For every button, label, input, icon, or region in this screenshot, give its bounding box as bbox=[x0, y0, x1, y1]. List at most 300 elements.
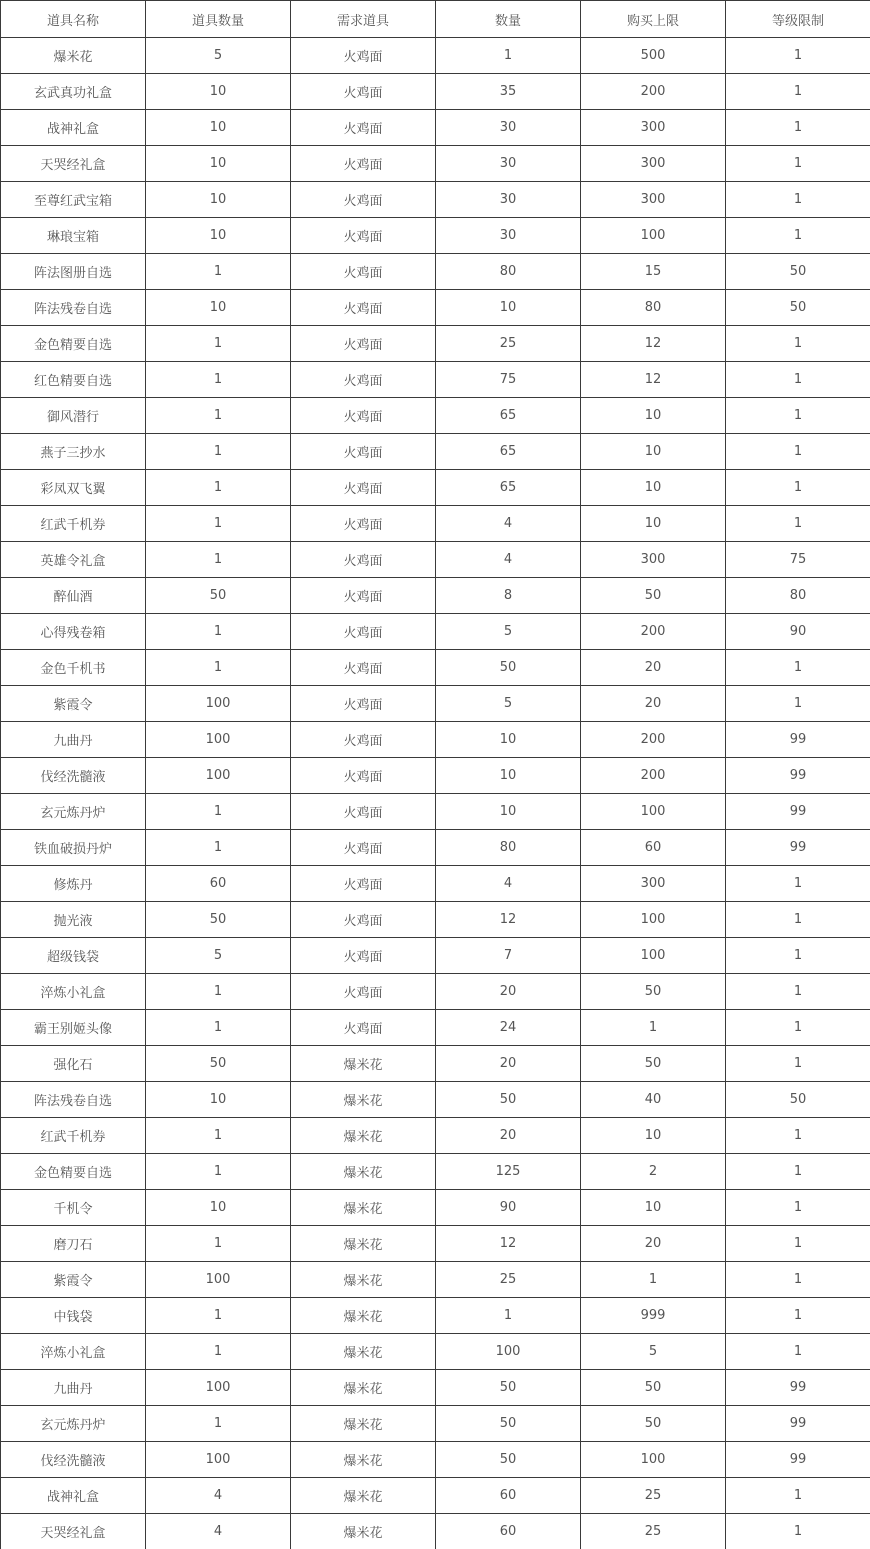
cell-required-quantity: 30 bbox=[436, 110, 581, 146]
cell-required-item: 爆米花 bbox=[291, 1154, 436, 1190]
cell-required-quantity: 65 bbox=[436, 470, 581, 506]
cell-purchase-limit: 1 bbox=[581, 1010, 726, 1046]
cell-level-limit: 50 bbox=[726, 290, 870, 326]
cell-required-quantity: 125 bbox=[436, 1154, 581, 1190]
cell-purchase-limit: 10 bbox=[581, 1190, 726, 1226]
cell-required-item: 火鸡面 bbox=[291, 74, 436, 110]
cell-required-item: 爆米花 bbox=[291, 1118, 436, 1154]
table-row bbox=[1, 830, 870, 866]
cell-level-limit: 50 bbox=[726, 254, 870, 290]
table-row bbox=[1, 1298, 870, 1334]
table-row bbox=[1, 470, 870, 506]
cell-purchase-limit: 300 bbox=[581, 146, 726, 182]
cell-item-name: 铁血破损丹炉 bbox=[1, 830, 146, 866]
cell-level-limit: 1 bbox=[726, 470, 870, 506]
table-row bbox=[1, 290, 870, 326]
table-row bbox=[1, 1010, 870, 1046]
cell-required-item: 火鸡面 bbox=[291, 614, 436, 650]
cell-item-quantity: 1 bbox=[146, 362, 291, 398]
cell-item-name: 爆米花 bbox=[1, 38, 146, 74]
cell-purchase-limit: 1 bbox=[581, 1262, 726, 1298]
cell-required-item: 火鸡面 bbox=[291, 1010, 436, 1046]
cell-level-limit: 1 bbox=[726, 1226, 870, 1262]
cell-level-limit: 75 bbox=[726, 542, 870, 578]
cell-required-quantity: 60 bbox=[436, 1478, 581, 1514]
cell-required-item: 火鸡面 bbox=[291, 866, 436, 902]
cell-purchase-limit: 100 bbox=[581, 902, 726, 938]
cell-purchase-limit: 300 bbox=[581, 542, 726, 578]
cell-required-quantity: 30 bbox=[436, 218, 581, 254]
cell-required-item: 爆米花 bbox=[291, 1226, 436, 1262]
cell-item-quantity: 4 bbox=[146, 1514, 291, 1549]
cell-item-name: 玄武真功礼盒 bbox=[1, 74, 146, 110]
header-level-limit: 等级限制 bbox=[726, 1, 870, 38]
cell-item-quantity: 10 bbox=[146, 110, 291, 146]
table-row bbox=[1, 902, 870, 938]
cell-level-limit: 1 bbox=[726, 38, 870, 74]
cell-purchase-limit: 300 bbox=[581, 110, 726, 146]
cell-level-limit: 99 bbox=[726, 1370, 870, 1406]
cell-item-quantity: 50 bbox=[146, 1046, 291, 1082]
cell-required-quantity: 80 bbox=[436, 830, 581, 866]
table-row bbox=[1, 974, 870, 1010]
cell-level-limit: 1 bbox=[726, 1262, 870, 1298]
cell-required-quantity: 50 bbox=[436, 1406, 581, 1442]
table-row bbox=[1, 1478, 870, 1514]
cell-level-limit: 80 bbox=[726, 578, 870, 614]
cell-required-quantity: 12 bbox=[436, 902, 581, 938]
cell-level-limit: 1 bbox=[726, 650, 870, 686]
table-body bbox=[1, 38, 870, 1549]
table-row bbox=[1, 146, 870, 182]
cell-item-quantity: 10 bbox=[146, 74, 291, 110]
cell-required-item: 火鸡面 bbox=[291, 578, 436, 614]
cell-level-limit: 1 bbox=[726, 1118, 870, 1154]
cell-item-quantity: 5 bbox=[146, 938, 291, 974]
table-row bbox=[1, 1190, 870, 1226]
cell-required-item: 爆米花 bbox=[291, 1334, 436, 1370]
cell-purchase-limit: 10 bbox=[581, 434, 726, 470]
cell-level-limit: 1 bbox=[726, 1514, 870, 1549]
cell-purchase-limit: 10 bbox=[581, 506, 726, 542]
cell-level-limit: 1 bbox=[726, 218, 870, 254]
cell-item-name: 伐经洗髓液 bbox=[1, 758, 146, 794]
cell-required-item: 火鸡面 bbox=[291, 326, 436, 362]
cell-level-limit: 1 bbox=[726, 326, 870, 362]
cell-item-quantity: 1 bbox=[146, 254, 291, 290]
cell-purchase-limit: 12 bbox=[581, 326, 726, 362]
cell-item-quantity: 60 bbox=[146, 866, 291, 902]
cell-item-quantity: 1 bbox=[146, 470, 291, 506]
cell-level-limit: 1 bbox=[726, 902, 870, 938]
cell-required-item: 火鸡面 bbox=[291, 974, 436, 1010]
cell-purchase-limit: 20 bbox=[581, 650, 726, 686]
cell-level-limit: 1 bbox=[726, 866, 870, 902]
table-row bbox=[1, 1370, 870, 1406]
cell-required-quantity: 4 bbox=[436, 542, 581, 578]
cell-item-name: 至尊红武宝箱 bbox=[1, 182, 146, 218]
cell-required-quantity: 50 bbox=[436, 1370, 581, 1406]
cell-purchase-limit: 100 bbox=[581, 794, 726, 830]
cell-level-limit: 1 bbox=[726, 506, 870, 542]
cell-required-item: 火鸡面 bbox=[291, 290, 436, 326]
cell-required-item: 爆米花 bbox=[291, 1514, 436, 1549]
header-required-item: 需求道具 bbox=[291, 1, 436, 38]
cell-item-quantity: 1 bbox=[146, 614, 291, 650]
cell-required-quantity: 80 bbox=[436, 254, 581, 290]
table-row bbox=[1, 398, 870, 434]
cell-level-limit: 1 bbox=[726, 74, 870, 110]
cell-purchase-limit: 100 bbox=[581, 1442, 726, 1478]
table-row bbox=[1, 1262, 870, 1298]
table-row bbox=[1, 182, 870, 218]
cell-item-name: 红武千机券 bbox=[1, 506, 146, 542]
cell-item-name: 紫霞令 bbox=[1, 686, 146, 722]
cell-item-quantity: 5 bbox=[146, 38, 291, 74]
cell-purchase-limit: 20 bbox=[581, 1226, 726, 1262]
cell-required-item: 火鸡面 bbox=[291, 902, 436, 938]
table-row bbox=[1, 650, 870, 686]
table-row bbox=[1, 110, 870, 146]
cell-level-limit: 99 bbox=[726, 830, 870, 866]
cell-level-limit: 1 bbox=[726, 434, 870, 470]
cell-purchase-limit: 200 bbox=[581, 758, 726, 794]
cell-item-name: 抛光液 bbox=[1, 902, 146, 938]
cell-required-quantity: 25 bbox=[436, 326, 581, 362]
cell-required-item: 爆米花 bbox=[291, 1262, 436, 1298]
cell-level-limit: 1 bbox=[726, 686, 870, 722]
cell-item-name: 磨刀石 bbox=[1, 1226, 146, 1262]
cell-required-quantity: 24 bbox=[436, 1010, 581, 1046]
cell-item-quantity: 1 bbox=[146, 1010, 291, 1046]
cell-item-name: 九曲丹 bbox=[1, 1370, 146, 1406]
table-row bbox=[1, 1118, 870, 1154]
cell-item-quantity: 100 bbox=[146, 1262, 291, 1298]
cell-item-quantity: 1 bbox=[146, 398, 291, 434]
cell-purchase-limit: 300 bbox=[581, 182, 726, 218]
cell-item-name: 金色精要自选 bbox=[1, 326, 146, 362]
cell-required-item: 爆米花 bbox=[291, 1370, 436, 1406]
table-row bbox=[1, 866, 870, 902]
cell-item-quantity: 1 bbox=[146, 326, 291, 362]
cell-item-quantity: 1 bbox=[146, 830, 291, 866]
cell-required-quantity: 10 bbox=[436, 794, 581, 830]
table-row bbox=[1, 218, 870, 254]
cell-required-item: 火鸡面 bbox=[291, 722, 436, 758]
cell-required-quantity: 30 bbox=[436, 182, 581, 218]
cell-item-quantity: 10 bbox=[146, 146, 291, 182]
cell-purchase-limit: 60 bbox=[581, 830, 726, 866]
cell-item-name: 玄元炼丹炉 bbox=[1, 794, 146, 830]
cell-purchase-limit: 10 bbox=[581, 398, 726, 434]
cell-required-item: 火鸡面 bbox=[291, 650, 436, 686]
table-row bbox=[1, 722, 870, 758]
table-row bbox=[1, 614, 870, 650]
cell-level-limit: 1 bbox=[726, 110, 870, 146]
table-row bbox=[1, 938, 870, 974]
cell-item-name: 御风潜行 bbox=[1, 398, 146, 434]
cell-item-name: 紫霞令 bbox=[1, 1262, 146, 1298]
header-required-quantity: 数量 bbox=[436, 1, 581, 38]
cell-level-limit: 1 bbox=[726, 1334, 870, 1370]
table-row bbox=[1, 1082, 870, 1118]
cell-required-item: 火鸡面 bbox=[291, 434, 436, 470]
cell-level-limit: 1 bbox=[726, 362, 870, 398]
cell-item-quantity: 50 bbox=[146, 578, 291, 614]
cell-purchase-limit: 20 bbox=[581, 686, 726, 722]
cell-required-quantity: 7 bbox=[436, 938, 581, 974]
table-header-row bbox=[1, 1, 870, 38]
cell-level-limit: 90 bbox=[726, 614, 870, 650]
cell-required-item: 爆米花 bbox=[291, 1298, 436, 1334]
cell-item-quantity: 1 bbox=[146, 506, 291, 542]
cell-purchase-limit: 40 bbox=[581, 1082, 726, 1118]
cell-purchase-limit: 25 bbox=[581, 1514, 726, 1549]
cell-required-quantity: 65 bbox=[436, 398, 581, 434]
cell-purchase-limit: 100 bbox=[581, 938, 726, 974]
cell-purchase-limit: 100 bbox=[581, 218, 726, 254]
cell-level-limit: 1 bbox=[726, 146, 870, 182]
cell-required-item: 爆米花 bbox=[291, 1406, 436, 1442]
cell-item-name: 淬炼小礼盒 bbox=[1, 974, 146, 1010]
cell-purchase-limit: 50 bbox=[581, 1370, 726, 1406]
cell-required-item: 火鸡面 bbox=[291, 794, 436, 830]
cell-item-quantity: 1 bbox=[146, 1226, 291, 1262]
cell-required-quantity: 5 bbox=[436, 614, 581, 650]
cell-required-quantity: 60 bbox=[436, 1514, 581, 1549]
cell-required-item: 火鸡面 bbox=[291, 830, 436, 866]
cell-item-name: 战神礼盒 bbox=[1, 1478, 146, 1514]
cell-purchase-limit: 80 bbox=[581, 290, 726, 326]
cell-item-quantity: 50 bbox=[146, 902, 291, 938]
cell-required-item: 火鸡面 bbox=[291, 470, 436, 506]
cell-item-quantity: 10 bbox=[146, 1082, 291, 1118]
cell-required-item: 火鸡面 bbox=[291, 362, 436, 398]
cell-required-item: 火鸡面 bbox=[291, 938, 436, 974]
cell-item-name: 醉仙酒 bbox=[1, 578, 146, 614]
cell-required-item: 火鸡面 bbox=[291, 182, 436, 218]
cell-required-quantity: 50 bbox=[436, 1082, 581, 1118]
cell-level-limit: 99 bbox=[726, 794, 870, 830]
cell-purchase-limit: 200 bbox=[581, 722, 726, 758]
cell-required-quantity: 20 bbox=[436, 974, 581, 1010]
cell-item-name: 天哭经礼盒 bbox=[1, 1514, 146, 1549]
cell-item-name: 修炼丹 bbox=[1, 866, 146, 902]
cell-required-item: 爆米花 bbox=[291, 1046, 436, 1082]
cell-item-quantity: 1 bbox=[146, 1406, 291, 1442]
table-row bbox=[1, 434, 870, 470]
cell-required-quantity: 75 bbox=[436, 362, 581, 398]
cell-item-name: 琳琅宝箱 bbox=[1, 218, 146, 254]
cell-required-item: 爆米花 bbox=[291, 1478, 436, 1514]
cell-item-quantity: 1 bbox=[146, 1298, 291, 1334]
cell-purchase-limit: 50 bbox=[581, 578, 726, 614]
cell-purchase-limit: 50 bbox=[581, 974, 726, 1010]
cell-required-item: 爆米花 bbox=[291, 1442, 436, 1478]
cell-purchase-limit: 12 bbox=[581, 362, 726, 398]
cell-level-limit: 99 bbox=[726, 758, 870, 794]
cell-required-quantity: 10 bbox=[436, 290, 581, 326]
cell-item-quantity: 100 bbox=[146, 1442, 291, 1478]
table-row bbox=[1, 794, 870, 830]
cell-required-quantity: 25 bbox=[436, 1262, 581, 1298]
cell-required-quantity: 1 bbox=[436, 1298, 581, 1334]
cell-item-name: 红色精要自选 bbox=[1, 362, 146, 398]
cell-level-limit: 1 bbox=[726, 182, 870, 218]
cell-level-limit: 1 bbox=[726, 1478, 870, 1514]
cell-item-name: 英雄令礼盒 bbox=[1, 542, 146, 578]
cell-level-limit: 1 bbox=[726, 1154, 870, 1190]
table-row bbox=[1, 1406, 870, 1442]
cell-required-item: 火鸡面 bbox=[291, 146, 436, 182]
cell-item-name: 阵法残卷自选 bbox=[1, 1082, 146, 1118]
table-row bbox=[1, 1154, 870, 1190]
cell-item-name: 金色千机书 bbox=[1, 650, 146, 686]
cell-level-limit: 1 bbox=[726, 974, 870, 1010]
cell-required-quantity: 100 bbox=[436, 1334, 581, 1370]
table-row bbox=[1, 1334, 870, 1370]
cell-level-limit: 99 bbox=[726, 1406, 870, 1442]
cell-item-name: 燕子三抄水 bbox=[1, 434, 146, 470]
cell-level-limit: 1 bbox=[726, 1010, 870, 1046]
table-row bbox=[1, 254, 870, 290]
cell-required-quantity: 4 bbox=[436, 506, 581, 542]
cell-purchase-limit: 200 bbox=[581, 74, 726, 110]
table-row bbox=[1, 74, 870, 110]
header-item-name: 道具名称 bbox=[1, 1, 146, 38]
cell-required-quantity: 50 bbox=[436, 650, 581, 686]
header-item-quantity: 道具数量 bbox=[146, 1, 291, 38]
cell-item-quantity: 1 bbox=[146, 434, 291, 470]
cell-item-quantity: 10 bbox=[146, 218, 291, 254]
cell-required-quantity: 10 bbox=[436, 758, 581, 794]
header-purchase-limit: 购买上限 bbox=[581, 1, 726, 38]
cell-item-name: 伐经洗髓液 bbox=[1, 1442, 146, 1478]
cell-purchase-limit: 5 bbox=[581, 1334, 726, 1370]
cell-required-quantity: 20 bbox=[436, 1046, 581, 1082]
cell-item-quantity: 4 bbox=[146, 1478, 291, 1514]
cell-required-item: 爆米花 bbox=[291, 1190, 436, 1226]
cell-level-limit: 99 bbox=[726, 722, 870, 758]
cell-required-item: 爆米花 bbox=[291, 1082, 436, 1118]
cell-item-quantity: 100 bbox=[146, 686, 291, 722]
cell-required-quantity: 1 bbox=[436, 38, 581, 74]
cell-item-name: 天哭经礼盒 bbox=[1, 146, 146, 182]
cell-item-quantity: 1 bbox=[146, 650, 291, 686]
cell-purchase-limit: 50 bbox=[581, 1046, 726, 1082]
cell-item-quantity: 1 bbox=[146, 1154, 291, 1190]
table-row bbox=[1, 1514, 870, 1549]
cell-level-limit: 99 bbox=[726, 1442, 870, 1478]
cell-item-name: 玄元炼丹炉 bbox=[1, 1406, 146, 1442]
cell-purchase-limit: 300 bbox=[581, 866, 726, 902]
cell-required-quantity: 8 bbox=[436, 578, 581, 614]
cell-purchase-limit: 10 bbox=[581, 1118, 726, 1154]
cell-item-name: 霸王别姬头像 bbox=[1, 1010, 146, 1046]
table-row bbox=[1, 578, 870, 614]
cell-purchase-limit: 200 bbox=[581, 614, 726, 650]
cell-item-name: 九曲丹 bbox=[1, 722, 146, 758]
cell-purchase-limit: 2 bbox=[581, 1154, 726, 1190]
cell-item-name: 金色精要自选 bbox=[1, 1154, 146, 1190]
cell-required-quantity: 12 bbox=[436, 1226, 581, 1262]
cell-required-item: 火鸡面 bbox=[291, 38, 436, 74]
cell-item-quantity: 1 bbox=[146, 974, 291, 1010]
cell-level-limit: 1 bbox=[726, 398, 870, 434]
cell-item-quantity: 1 bbox=[146, 794, 291, 830]
cell-required-quantity: 35 bbox=[436, 74, 581, 110]
cell-item-name: 强化石 bbox=[1, 1046, 146, 1082]
table-row bbox=[1, 362, 870, 398]
cell-item-quantity: 100 bbox=[146, 1370, 291, 1406]
table-row bbox=[1, 506, 870, 542]
table-row bbox=[1, 1442, 870, 1478]
cell-item-quantity: 10 bbox=[146, 290, 291, 326]
cell-purchase-limit: 15 bbox=[581, 254, 726, 290]
table-row bbox=[1, 1226, 870, 1262]
table-row bbox=[1, 1046, 870, 1082]
cell-required-quantity: 30 bbox=[436, 146, 581, 182]
cell-required-quantity: 90 bbox=[436, 1190, 581, 1226]
cell-level-limit: 50 bbox=[726, 1082, 870, 1118]
cell-required-item: 火鸡面 bbox=[291, 542, 436, 578]
cell-required-quantity: 10 bbox=[436, 722, 581, 758]
cell-level-limit: 1 bbox=[726, 1046, 870, 1082]
cell-item-quantity: 10 bbox=[146, 182, 291, 218]
cell-required-item: 火鸡面 bbox=[291, 758, 436, 794]
cell-item-name: 心得残卷箱 bbox=[1, 614, 146, 650]
cell-item-name: 中钱袋 bbox=[1, 1298, 146, 1334]
cell-item-quantity: 1 bbox=[146, 542, 291, 578]
cell-item-quantity: 100 bbox=[146, 758, 291, 794]
cell-required-quantity: 20 bbox=[436, 1118, 581, 1154]
cell-item-name: 彩凤双飞翼 bbox=[1, 470, 146, 506]
cell-purchase-limit: 10 bbox=[581, 470, 726, 506]
cell-required-item: 火鸡面 bbox=[291, 110, 436, 146]
table-row bbox=[1, 326, 870, 362]
table-row bbox=[1, 758, 870, 794]
cell-item-name: 红武千机券 bbox=[1, 1118, 146, 1154]
cell-purchase-limit: 500 bbox=[581, 38, 726, 74]
cell-item-name: 战神礼盒 bbox=[1, 110, 146, 146]
cell-purchase-limit: 999 bbox=[581, 1298, 726, 1334]
cell-required-item: 火鸡面 bbox=[291, 506, 436, 542]
cell-item-quantity: 1 bbox=[146, 1334, 291, 1370]
cell-item-name: 淬炼小礼盒 bbox=[1, 1334, 146, 1370]
cell-required-item: 火鸡面 bbox=[291, 218, 436, 254]
cell-required-item: 火鸡面 bbox=[291, 254, 436, 290]
cell-item-name: 阵法残卷自选 bbox=[1, 290, 146, 326]
cell-level-limit: 1 bbox=[726, 938, 870, 974]
cell-purchase-limit: 50 bbox=[581, 1406, 726, 1442]
cell-required-quantity: 65 bbox=[436, 434, 581, 470]
table-row bbox=[1, 542, 870, 578]
cell-item-quantity: 1 bbox=[146, 1118, 291, 1154]
cell-level-limit: 1 bbox=[726, 1298, 870, 1334]
cell-required-quantity: 4 bbox=[436, 866, 581, 902]
cell-item-name: 超级钱袋 bbox=[1, 938, 146, 974]
cell-purchase-limit: 25 bbox=[581, 1478, 726, 1514]
cell-required-item: 火鸡面 bbox=[291, 398, 436, 434]
table-row bbox=[1, 686, 870, 722]
cell-item-name: 千机令 bbox=[1, 1190, 146, 1226]
cell-required-item: 火鸡面 bbox=[291, 686, 436, 722]
cell-item-quantity: 10 bbox=[146, 1190, 291, 1226]
cell-required-quantity: 50 bbox=[436, 1442, 581, 1478]
table-row bbox=[1, 38, 870, 74]
cell-item-name: 阵法图册自选 bbox=[1, 254, 146, 290]
cell-level-limit: 1 bbox=[726, 1190, 870, 1226]
